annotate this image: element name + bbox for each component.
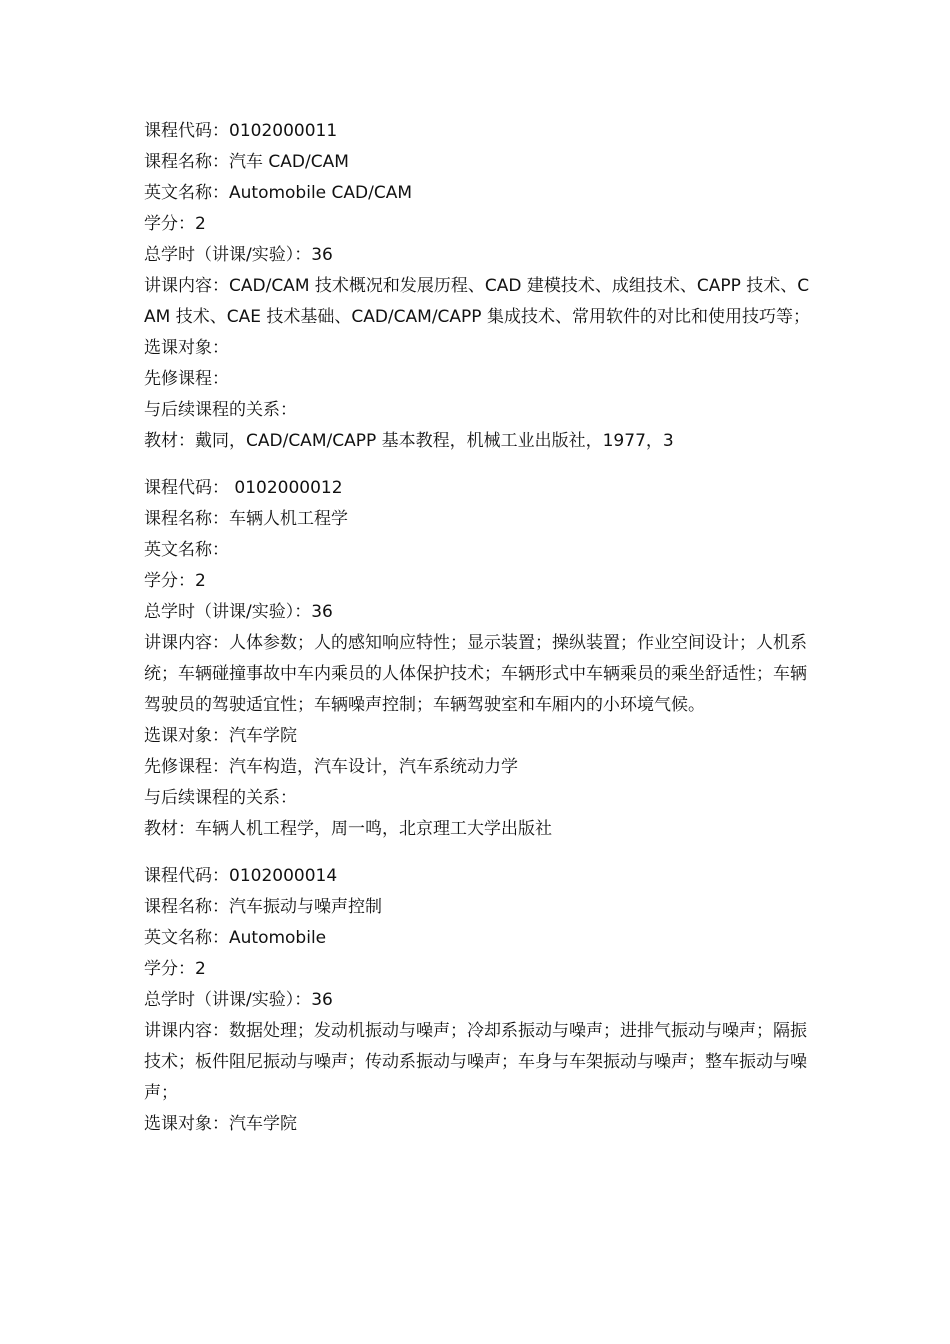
credits: 学分：2 <box>144 571 206 591</box>
course-code: 课程代码： 0102000012 <box>144 478 343 498</box>
document-page <box>144 116 812 1140</box>
credits: 学分：2 <box>144 959 206 979</box>
total-hours: 总学时（讲课/实验）：36 <box>144 602 333 622</box>
follow-up-relation: 与后续课程的关系： <box>144 788 297 808</box>
english-name: 英文名称：Automobile CAD/CAM <box>144 183 413 203</box>
course-code: 课程代码：0102000011 <box>144 121 338 141</box>
lecture-content: 讲课内容：CAD/CAM 技术概况和发展历程、CAD 建模技术、成组技术、CAPP 技术、CAM 技术、CAE 技术基础、CAD/CAM/CAPP 集成技术、常用软件的对比和使用技巧等； <box>144 276 810 327</box>
target-students: 选课对象：汽车学院 <box>144 726 297 746</box>
prerequisites: 先修课程：汽车构造，汽车设计，汽车系统动力学 <box>144 757 518 777</box>
total-hours: 总学时（讲课/实验）：36 <box>144 245 333 265</box>
textbook: 教材：戴同，CAD/CAM/CAPP 基本教程，机械工业出版社，1977，3 <box>144 431 674 451</box>
course-code: 课程代码：0102000014 <box>144 866 338 886</box>
course-block-0102000012 <box>144 473 812 845</box>
english-name: 英文名称： <box>144 540 229 560</box>
target-students: 选课对象：汽车学院 <box>144 1114 297 1134</box>
course-block-0102000011 <box>144 116 812 457</box>
course-name: 课程名称：车辆人机工程学 <box>144 509 348 529</box>
credits: 学分：2 <box>144 214 206 234</box>
target-students: 选课对象： <box>144 338 229 358</box>
prerequisites: 先修课程： <box>144 369 229 389</box>
lecture-content: 讲课内容：数据处理；发动机振动与噪声；冷却系振动与噪声；进排气振动与噪声；隔振技术；板件阻尼振动与噪声；传动系振动与噪声；车身与车架振动与噪声；整车振动与噪声； <box>144 1021 807 1103</box>
follow-up-relation: 与后续课程的关系： <box>144 400 297 420</box>
textbook: 教材：车辆人机工程学，周一鸣，北京理工大学出版社 <box>144 819 552 839</box>
course-name: 课程名称：汽车 CAD/CAM <box>144 152 349 172</box>
total-hours: 总学时（讲课/实验）：36 <box>144 990 333 1010</box>
lecture-content: 讲课内容：人体参数；人的感知响应特性；显示装置；操纵装置；作业空间设计；人机系统；车辆碰撞事故中车内乘员的人体保护技术；车辆形式中车辆乘员的乘坐舒适性；车辆驾驶员的驾驶适宜性；车辆噪声控制；车辆驾驶室和车厢内的小环境气候。 <box>144 633 807 715</box>
english-name: 英文名称：Automobile <box>144 928 327 948</box>
course-block-0102000014 <box>144 861 812 1140</box>
course-name: 课程名称：汽车振动与噪声控制 <box>144 897 382 917</box>
